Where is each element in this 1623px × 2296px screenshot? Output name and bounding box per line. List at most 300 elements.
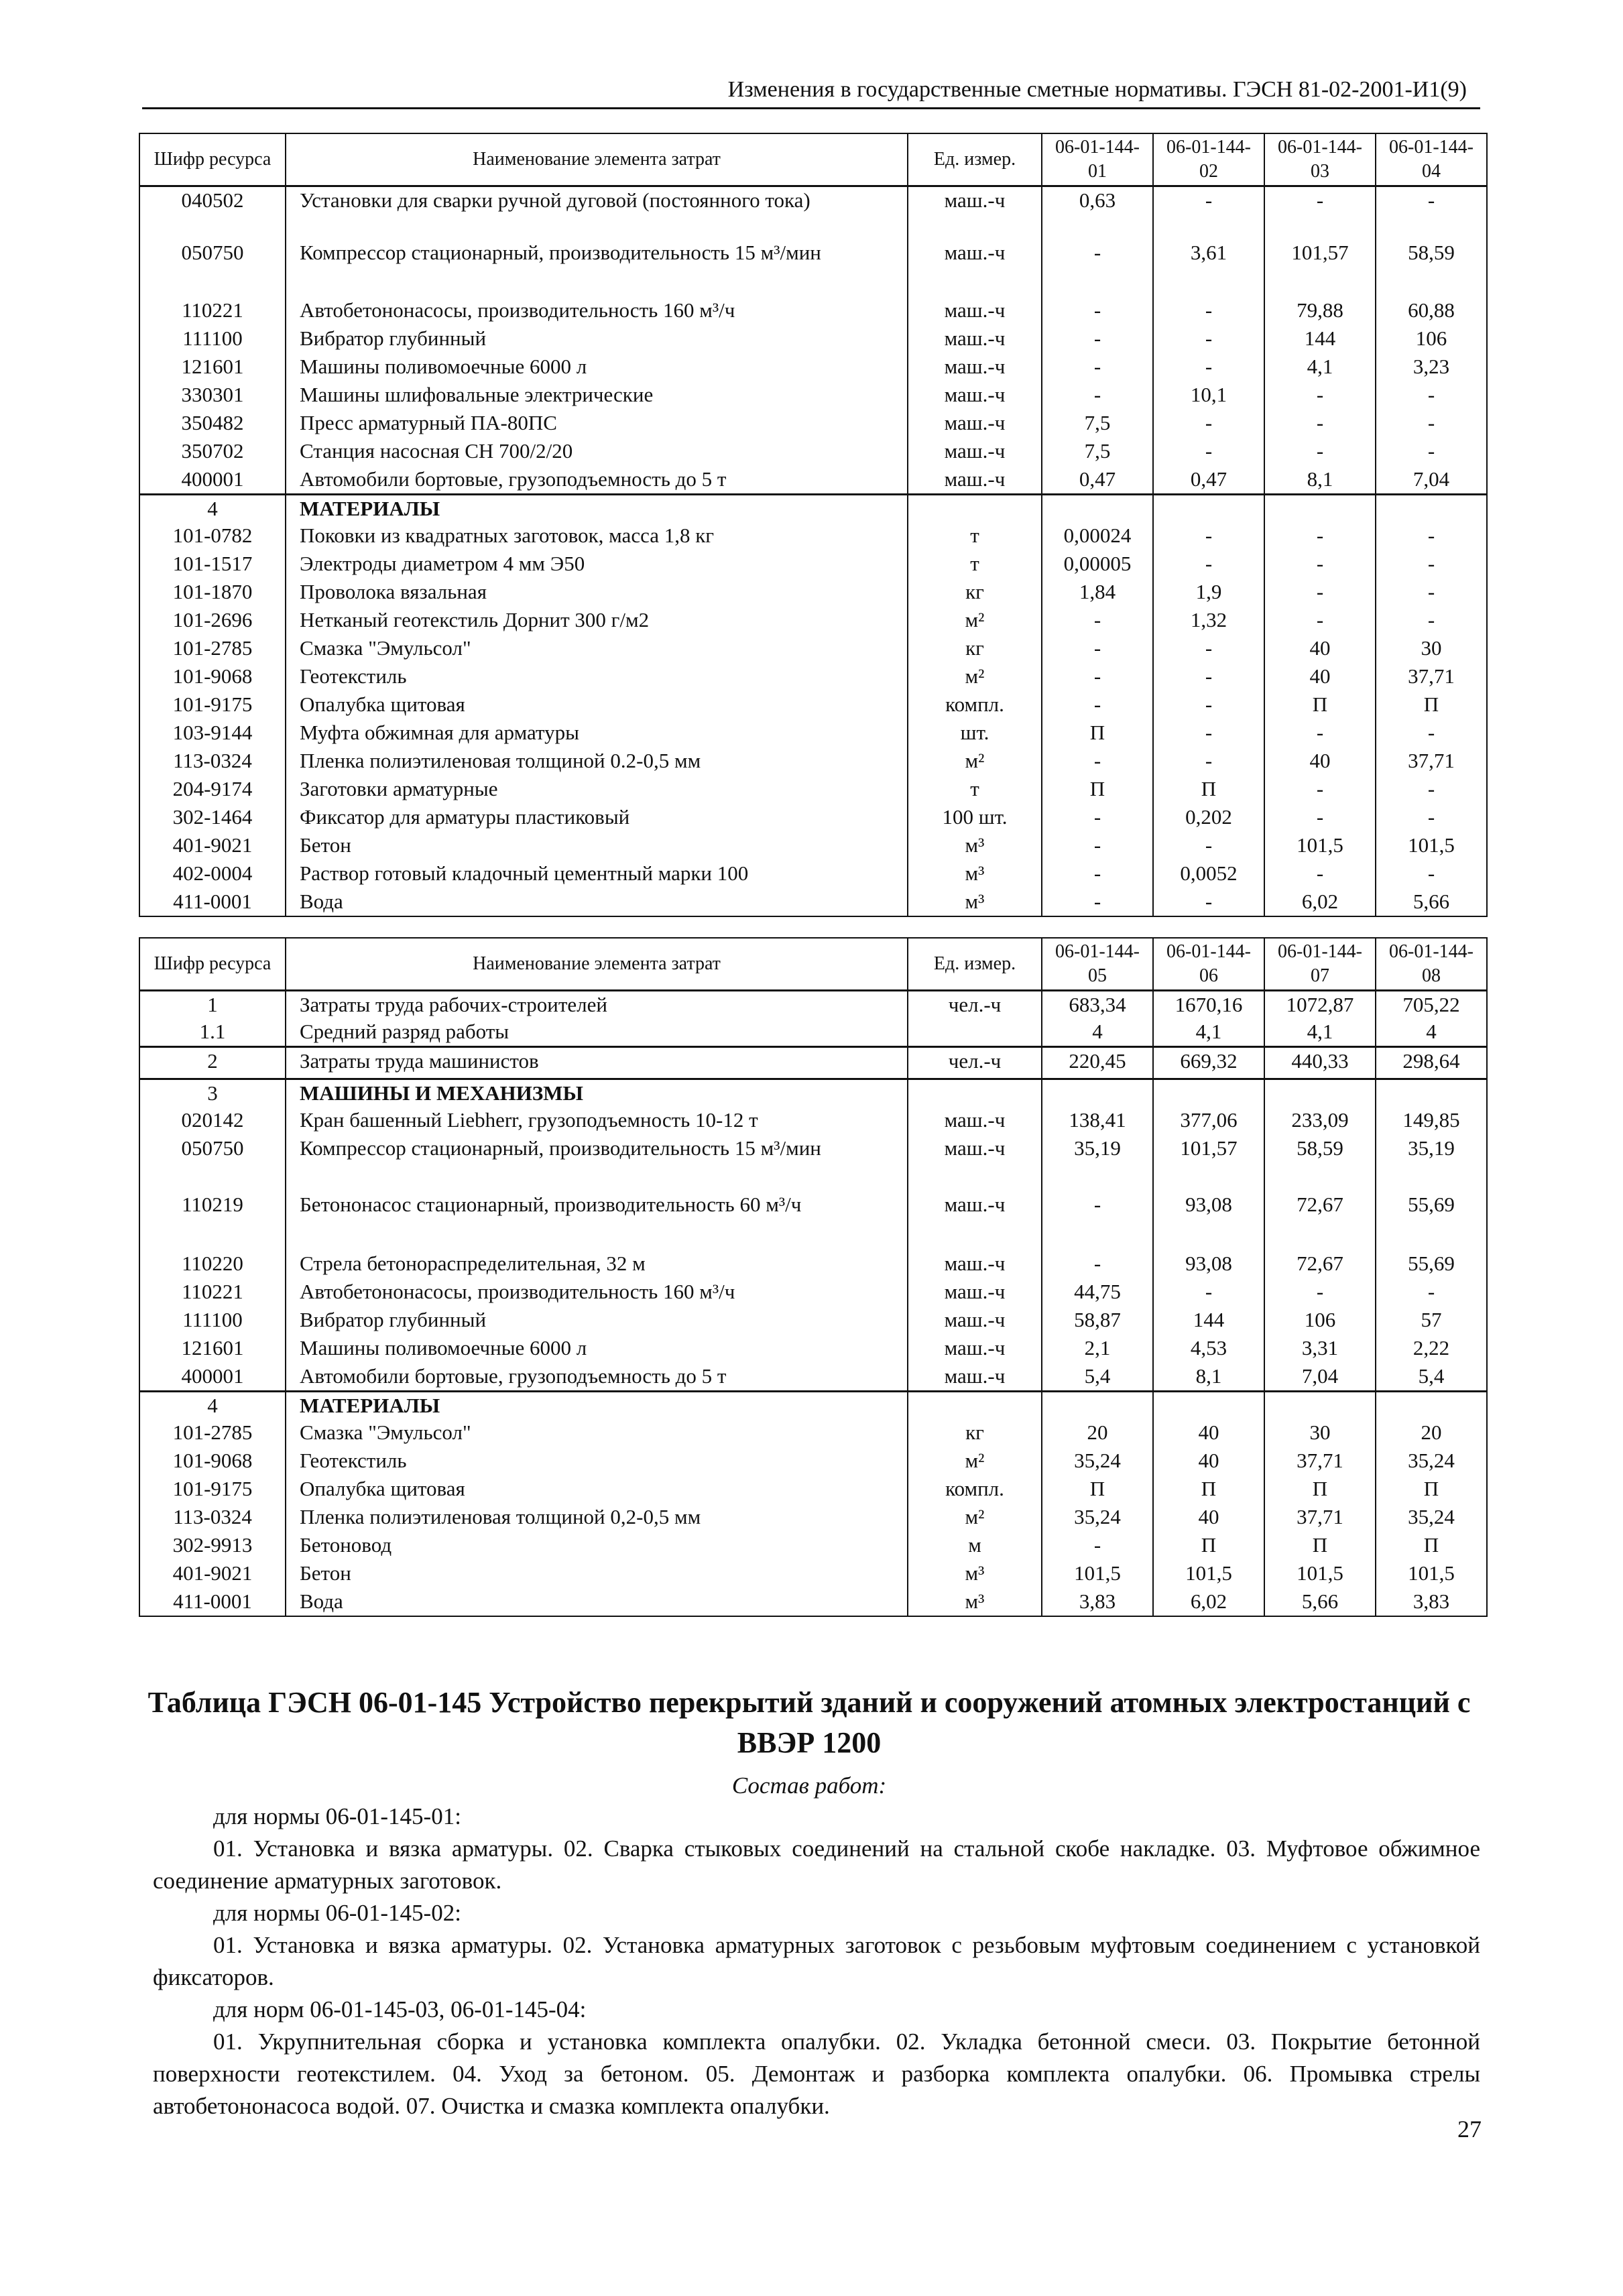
cell-norm-4: 101,5 (1376, 832, 1487, 860)
cell-unit: маш.-ч (908, 1107, 1042, 1135)
cell-unit: маш.-ч (908, 1278, 1042, 1307)
cell-norm-2: 40 (1153, 1504, 1264, 1532)
cell-norm-3: 101,5 (1264, 832, 1376, 860)
cell-name: МАТЕРИАЛЫ (286, 1391, 908, 1419)
cell-unit: м² (908, 663, 1042, 691)
cell-code: 400001 (139, 1363, 286, 1391)
cell-norm-2: - (1153, 888, 1264, 916)
cell-norm-3: П (1264, 691, 1376, 719)
cell-code: 110219 (139, 1191, 286, 1250)
table-row (139, 353, 1487, 381)
cell-name: Бетон (286, 832, 908, 860)
cell-norm-3: 1072,87 (1264, 990, 1376, 1018)
cell-name: Компрессор стационарный, производительность 15 м³/мин (286, 239, 908, 297)
cell-norm-4: 37,71 (1376, 663, 1487, 691)
cell-unit: маш.-ч (908, 325, 1042, 353)
cell-code: 040502 (139, 186, 286, 239)
cell-norm-3: 40 (1264, 635, 1376, 663)
table-row (139, 860, 1487, 888)
cell-unit: чел.-ч (908, 1046, 1042, 1079)
cell-norm-2: - (1153, 438, 1264, 466)
cell-norm-4: - (1376, 719, 1487, 747)
cell-norm-1: 7,5 (1042, 410, 1153, 438)
cell-norm-4: - (1376, 186, 1487, 239)
cell-name: Смазка "Эмульсол" (286, 1419, 908, 1447)
cell-norm-2: 40 (1153, 1419, 1264, 1447)
cell-norm-3: - (1264, 719, 1376, 747)
cell-norm-3: - (1264, 804, 1376, 832)
cell-norm-1: - (1042, 832, 1153, 860)
cell-name: Автомобили бортовые, грузоподъемность до 5 т (286, 1363, 908, 1391)
cell-unit (908, 1018, 1042, 1046)
norm-label-2: для нормы 06-01-145-02: (213, 1900, 461, 1926)
cell-norm-4: 35,19 (1376, 1135, 1487, 1191)
table-row (139, 466, 1487, 494)
table-row (139, 381, 1487, 410)
cell-code: 050750 (139, 1135, 286, 1191)
cell-norm-2: - (1153, 297, 1264, 325)
cell-name: Автобетононасосы, производительность 160 м³/ч (286, 1278, 908, 1307)
cell-unit: маш.-ч (908, 381, 1042, 410)
cell-name: Пресс арматурный ПА-80ПС (286, 410, 908, 438)
cell-norm-2: 0,0052 (1153, 860, 1264, 888)
cell-norm-3: - (1264, 776, 1376, 804)
cell-norm-3: П (1264, 1532, 1376, 1560)
cell-norm-2: 144 (1153, 1307, 1264, 1335)
cell-norm-3 (1264, 494, 1376, 522)
cell-code: 411-0001 (139, 888, 286, 916)
cell-norm-3: - (1264, 860, 1376, 888)
cell-name: Опалубка щитовая (286, 691, 908, 719)
cell-code: 110220 (139, 1250, 286, 1278)
cell-unit: м³ (908, 860, 1042, 888)
cell-code: 110221 (139, 1278, 286, 1307)
cell-code: 350702 (139, 438, 286, 466)
cell-norm-1: - (1042, 691, 1153, 719)
cell-norm-1: - (1042, 353, 1153, 381)
table-row (139, 804, 1487, 832)
table-row (139, 494, 1487, 522)
cell-norm-2: - (1153, 186, 1264, 239)
cell-code: 3 (139, 1079, 286, 1107)
cell-name: Опалубка щитовая (286, 1475, 908, 1504)
table-row (139, 1046, 1487, 1079)
cell-unit (908, 494, 1042, 522)
cell-norm-4: 35,24 (1376, 1447, 1487, 1475)
cell-norm-2: - (1153, 410, 1264, 438)
cell-norm-3: 7,04 (1264, 1363, 1376, 1391)
cell-unit: маш.-ч (908, 239, 1042, 297)
cell-unit: кг (908, 635, 1042, 663)
section-title: Таблица ГЭСН 06-01-145 Устройство перекрытий зданий и сооружений атомных электростанций с ВВЭР 1200 (147, 1686, 1471, 1759)
cell-norm-2: 101,5 (1153, 1560, 1264, 1588)
cell-norm-4: 3,23 (1376, 353, 1487, 381)
cell-unit: компл. (908, 691, 1042, 719)
cell-norm-3: 4,1 (1264, 1018, 1376, 1046)
cell-norm-4: 35,24 (1376, 1504, 1487, 1532)
cell-name: Вода (286, 1588, 908, 1616)
cell-norm-1: 2,1 (1042, 1335, 1153, 1363)
cell-norm-1: - (1042, 747, 1153, 776)
norm-label-1: для нормы 06-01-145-01: (213, 1803, 461, 1829)
table-row (139, 1191, 1487, 1250)
cell-norm-2: 377,06 (1153, 1107, 1264, 1135)
cell-code: 411-0001 (139, 1588, 286, 1616)
cell-norm-2: - (1153, 719, 1264, 747)
cell-norm-3: 4,1 (1264, 353, 1376, 381)
cell-norm-1 (1042, 494, 1153, 522)
cell-norm-3: 5,66 (1264, 1588, 1376, 1616)
table-row (139, 776, 1487, 804)
table-row (139, 325, 1487, 353)
cell-norm-1: 35,19 (1042, 1135, 1153, 1191)
cell-name: Раствор готовый кладочный цементный марки 100 (286, 860, 908, 888)
cell-name: Вибратор глубинный (286, 325, 908, 353)
cell-norm-2: - (1153, 663, 1264, 691)
cell-norm-4: 2,22 (1376, 1335, 1487, 1363)
cell-norm-4: 705,22 (1376, 990, 1487, 1018)
cell-norm-3: - (1264, 579, 1376, 607)
cell-unit: маш.-ч (908, 466, 1042, 494)
cell-norm-3: 6,02 (1264, 888, 1376, 916)
cell-code: 101-9175 (139, 1475, 286, 1504)
norm-label-3: для норм 06-01-145-03, 06-01-145-04: (213, 1996, 587, 2022)
cell-norm-3: - (1264, 438, 1376, 466)
cell-name: Бетон (286, 1560, 908, 1588)
cell-norm-1: - (1042, 1250, 1153, 1278)
table-header-row (139, 938, 1487, 990)
cell-norm-4 (1376, 494, 1487, 522)
running-header (142, 72, 1480, 109)
cell-norm-1: 0,63 (1042, 186, 1153, 239)
cell-norm-3 (1264, 1079, 1376, 1107)
cell-norm-1: 44,75 (1042, 1278, 1153, 1307)
cell-name: Пленка полиэтиленовая толщиной 0,2-0,5 мм (286, 1504, 908, 1532)
cell-code: 110221 (139, 297, 286, 325)
table-row (139, 1475, 1487, 1504)
cell-code: 101-9068 (139, 663, 286, 691)
cell-norm-1: - (1042, 239, 1153, 297)
cell-norm-3: 58,59 (1264, 1135, 1376, 1191)
cell-unit: маш.-ч (908, 410, 1042, 438)
cell-norm-4: - (1376, 522, 1487, 550)
cell-norm-4 (1376, 1079, 1487, 1107)
cell-code: 302-9913 (139, 1532, 286, 1560)
cell-norm-4: 55,69 (1376, 1250, 1487, 1278)
table-row (139, 888, 1487, 916)
cell-norm-2: - (1153, 635, 1264, 663)
table-row (139, 1391, 1487, 1419)
cell-norm-2: - (1153, 353, 1264, 381)
cell-norm-4: 298,64 (1376, 1046, 1487, 1079)
cell-norm-2: 4,1 (1153, 1018, 1264, 1046)
cell-unit: шт. (908, 719, 1042, 747)
cell-norm-1: П (1042, 1475, 1153, 1504)
cell-norm-1 (1042, 1079, 1153, 1107)
table-row (139, 719, 1487, 747)
table-row (139, 691, 1487, 719)
cell-norm-4: П (1376, 1532, 1487, 1560)
cell-name: Пленка полиэтиленовая толщиной 0.2-0,5 мм (286, 747, 908, 776)
table-row (139, 1560, 1487, 1588)
work-text-3: 01. Укрупнительная сборка и установка комплекта опалубки. 02. Укладка бетонной смеси. 03. Покрытие бетонной поверхности геотекстилем. 04. Уход за бетоном. 05. Демонтаж и разборка комплекта опалубки. 06. Промывка стрелы автобетононасоса водой. 07. Очистка и смазка комплекта опалубки. (153, 2029, 1480, 2119)
cell-name: Машины поливомоечные 6000 л (286, 353, 908, 381)
cell-norm-3: - (1264, 186, 1376, 239)
cell-norm-3: - (1264, 1278, 1376, 1307)
cell-name: Геотекстиль (286, 663, 908, 691)
cell-norm-4: 5,66 (1376, 888, 1487, 916)
cell-name: Проволока вязальная (286, 579, 908, 607)
cell-norm-4: 5,4 (1376, 1363, 1487, 1391)
cell-code: 1 (139, 990, 286, 1018)
cell-norm-4: - (1376, 860, 1487, 888)
cell-norm-3: 144 (1264, 325, 1376, 353)
page-number: 27 (1457, 2116, 1482, 2142)
col-header-code: Шифр ресурса (139, 133, 286, 186)
table-row (139, 1278, 1487, 1307)
cell-code: 302-1464 (139, 804, 286, 832)
cell-norm-3: - (1264, 381, 1376, 410)
cell-norm-2 (1153, 494, 1264, 522)
cell-unit (908, 1079, 1042, 1107)
cell-code: 400001 (139, 466, 286, 494)
cell-norm-2: 1670,16 (1153, 990, 1264, 1018)
cell-norm-1: 7,5 (1042, 438, 1153, 466)
cell-norm-1: - (1042, 860, 1153, 888)
work-text-1: 01. Установка и вязка арматуры. 02. Сварка стыковых соединений на стальной скобе накладке. 03. Муфтовое обжимное соединение арматурных заготовок. (153, 1835, 1480, 1894)
table-row (139, 1107, 1487, 1135)
cell-norm-1: 35,24 (1042, 1504, 1153, 1532)
col-header-norm-3: 06-01-144-03 (1264, 133, 1376, 186)
table-row (139, 635, 1487, 663)
cell-name: Электроды диаметром 4 мм Э50 (286, 550, 908, 579)
col-header-norm-1: 06-01-144-05 (1042, 938, 1153, 990)
cell-name: Смазка "Эмульсол" (286, 635, 908, 663)
cell-unit: маш.-ч (908, 186, 1042, 239)
cell-unit: кг (908, 579, 1042, 607)
cell-norm-3: П (1264, 1475, 1376, 1504)
cell-code: 101-1870 (139, 579, 286, 607)
cell-norm-1: 35,24 (1042, 1447, 1153, 1475)
cell-unit: т (908, 550, 1042, 579)
cell-name: Стрела бетонораспределительная, 32 м (286, 1250, 908, 1278)
cell-name: Бетоновод (286, 1532, 908, 1560)
cell-norm-4: - (1376, 410, 1487, 438)
cell-name: Нетканый геотекстиль Дорнит 300 г/м2 (286, 607, 908, 635)
cell-norm-2: 6,02 (1153, 1588, 1264, 1616)
cell-code: 020142 (139, 1107, 286, 1135)
cell-code: 4 (139, 494, 286, 522)
cell-norm-4: 57 (1376, 1307, 1487, 1335)
cell-name: Затраты труда рабочих-строителей (286, 990, 908, 1018)
cell-norm-4: 106 (1376, 325, 1487, 353)
col-header-name: Наименование элемента затрат (286, 938, 908, 990)
cell-code: 350482 (139, 410, 286, 438)
cell-norm-2: 4,53 (1153, 1335, 1264, 1363)
cell-name: Машины поливомоечные 6000 л (286, 1335, 908, 1363)
cell-norm-4: - (1376, 607, 1487, 635)
col-header-norm-4: 06-01-144-08 (1376, 938, 1487, 990)
cell-norm-3: 72,67 (1264, 1191, 1376, 1250)
cell-norm-1: 58,87 (1042, 1307, 1153, 1335)
cell-norm-4: 60,88 (1376, 297, 1487, 325)
cell-name: Компрессор стационарный, производительность 15 м³/мин (286, 1135, 908, 1191)
cell-unit: маш.-ч (908, 1250, 1042, 1278)
cell-unit: м³ (908, 832, 1042, 860)
col-header-norm-1: 06-01-144-01 (1042, 133, 1153, 186)
cell-norm-2: - (1153, 325, 1264, 353)
cell-norm-1: 20 (1042, 1419, 1153, 1447)
cell-norm-3: 101,57 (1264, 239, 1376, 297)
cell-norm-4: П (1376, 691, 1487, 719)
cell-norm-1: - (1042, 804, 1153, 832)
work-text-2: 01. Установка и вязка арматуры. 02. Установка арматурных заготовок с резьбовым муфтовым соединением с установкой фиксаторов. (153, 1932, 1480, 1990)
cell-unit: маш.-ч (908, 438, 1042, 466)
cell-norm-3: - (1264, 410, 1376, 438)
table-row (139, 550, 1487, 579)
table-row (139, 1588, 1487, 1616)
cell-norm-2: - (1153, 550, 1264, 579)
work-composition-heading: Состав работ: (731, 1772, 887, 1799)
table-row (139, 1504, 1487, 1532)
cell-norm-1: - (1042, 607, 1153, 635)
cell-norm-3: 8,1 (1264, 466, 1376, 494)
cell-norm-3: 79,88 (1264, 297, 1376, 325)
cell-norm-4: - (1376, 381, 1487, 410)
table-row (139, 410, 1487, 438)
cell-unit: маш.-ч (908, 1335, 1042, 1363)
table-row (139, 990, 1487, 1018)
cell-name: Средний разряд работы (286, 1018, 908, 1046)
cell-code: 1.1 (139, 1018, 286, 1046)
cell-norm-4: 30 (1376, 635, 1487, 663)
cell-norm-4: 37,71 (1376, 747, 1487, 776)
header-text: Изменения в государственные сметные нормативы. ГЭСН 81-02-2001-И1(9) (727, 77, 1467, 102)
cell-norm-2: 3,61 (1153, 239, 1264, 297)
cell-norm-2: 0,202 (1153, 804, 1264, 832)
cell-unit: м² (908, 607, 1042, 635)
cell-norm-2: П (1153, 776, 1264, 804)
cell-unit: м² (908, 1504, 1042, 1532)
col-header-norm-3: 06-01-144-07 (1264, 938, 1376, 990)
cell-unit: м² (908, 1447, 1042, 1475)
cell-norm-2: 93,08 (1153, 1191, 1264, 1250)
cell-norm-3: 30 (1264, 1419, 1376, 1447)
cell-norm-1: 0,00005 (1042, 550, 1153, 579)
work-composition (153, 1801, 1480, 2122)
cell-norm-2: 101,57 (1153, 1135, 1264, 1191)
cell-name: Муфта обжимная для арматуры (286, 719, 908, 747)
cell-norm-1: 4 (1042, 1018, 1153, 1046)
cell-norm-4 (1376, 1391, 1487, 1419)
cell-name: Заготовки арматурные (286, 776, 908, 804)
table-row (139, 1018, 1487, 1046)
cell-norm-3: 37,71 (1264, 1504, 1376, 1532)
cell-name: Затраты труда машинистов (286, 1046, 908, 1079)
cell-name: Вибратор глубинный (286, 1307, 908, 1335)
cell-norm-3: 40 (1264, 663, 1376, 691)
table-row (139, 1419, 1487, 1447)
cell-norm-4: 101,5 (1376, 1560, 1487, 1588)
cell-name: Геотекстиль (286, 1447, 908, 1475)
cell-norm-1: - (1042, 635, 1153, 663)
table-row (139, 1135, 1487, 1191)
cell-unit: компл. (908, 1475, 1042, 1504)
cell-unit: м³ (908, 888, 1042, 916)
table-row (139, 239, 1487, 297)
cell-norm-2 (1153, 1391, 1264, 1419)
table-header-row (139, 133, 1487, 186)
cell-code: 111100 (139, 1307, 286, 1335)
cell-norm-4: П (1376, 1475, 1487, 1504)
cell-norm-1: 220,45 (1042, 1046, 1153, 1079)
table-row (139, 1335, 1487, 1363)
cell-norm-3: - (1264, 607, 1376, 635)
cell-norm-1: - (1042, 297, 1153, 325)
cell-unit: т (908, 522, 1042, 550)
cell-norm-4: 7,04 (1376, 466, 1487, 494)
cell-norm-4: - (1376, 1278, 1487, 1307)
resource-table-144-01-04 (139, 133, 1488, 917)
cell-unit: 100 шт. (908, 804, 1042, 832)
cell-norm-3: - (1264, 522, 1376, 550)
cell-unit: маш.-ч (908, 1363, 1042, 1391)
cell-name: Машины шлифовальные электрические (286, 381, 908, 410)
cell-norm-2: П (1153, 1532, 1264, 1560)
resource-table-144-05-08 (139, 937, 1488, 1617)
cell-code: 121601 (139, 353, 286, 381)
cell-norm-4: 55,69 (1376, 1191, 1487, 1250)
cell-unit: м (908, 1532, 1042, 1560)
cell-norm-4: - (1376, 776, 1487, 804)
table-row (139, 1447, 1487, 1475)
table-row (139, 747, 1487, 776)
cell-norm-1: 683,34 (1042, 990, 1153, 1018)
cell-norm-1: 1,84 (1042, 579, 1153, 607)
cell-norm-1: - (1042, 1532, 1153, 1560)
cell-name: Кран башенный Liebherr, грузоподъемность 10-12 т (286, 1107, 908, 1135)
cell-code: 401-9021 (139, 1560, 286, 1588)
col-header-norm-2: 06-01-144-06 (1153, 938, 1264, 990)
cell-norm-1: - (1042, 1191, 1153, 1250)
cell-code: 402-0004 (139, 860, 286, 888)
table-row (139, 438, 1487, 466)
table-row (139, 579, 1487, 607)
col-header-code: Шифр ресурса (139, 938, 286, 990)
cell-norm-3: 233,09 (1264, 1107, 1376, 1135)
table-row (139, 297, 1487, 325)
col-header-norm-4: 06-01-144-04 (1376, 133, 1487, 186)
cell-unit: маш.-ч (908, 353, 1042, 381)
cell-name: МАШИНЫ И МЕХАНИЗМЫ (286, 1079, 908, 1107)
cell-norm-1: 0,47 (1042, 466, 1153, 494)
cell-unit: кг (908, 1419, 1042, 1447)
cell-norm-1: П (1042, 776, 1153, 804)
cell-norm-3: 440,33 (1264, 1046, 1376, 1079)
cell-norm-3: 72,67 (1264, 1250, 1376, 1278)
cell-code: 113-0324 (139, 1504, 286, 1532)
col-header-unit: Ед. измер. (908, 938, 1042, 990)
cell-name: Поковки из квадратных заготовок, масса 1,8 кг (286, 522, 908, 550)
cell-name: Автомобили бортовые, грузоподъемность до 5 т (286, 466, 908, 494)
col-header-name: Наименование элемента затрат (286, 133, 908, 186)
cell-norm-1: 5,4 (1042, 1363, 1153, 1391)
cell-code: 4 (139, 1391, 286, 1419)
cell-norm-2: - (1153, 832, 1264, 860)
cell-norm-1: 0,00024 (1042, 522, 1153, 550)
cell-code: 111100 (139, 325, 286, 353)
cell-code: 101-2785 (139, 635, 286, 663)
